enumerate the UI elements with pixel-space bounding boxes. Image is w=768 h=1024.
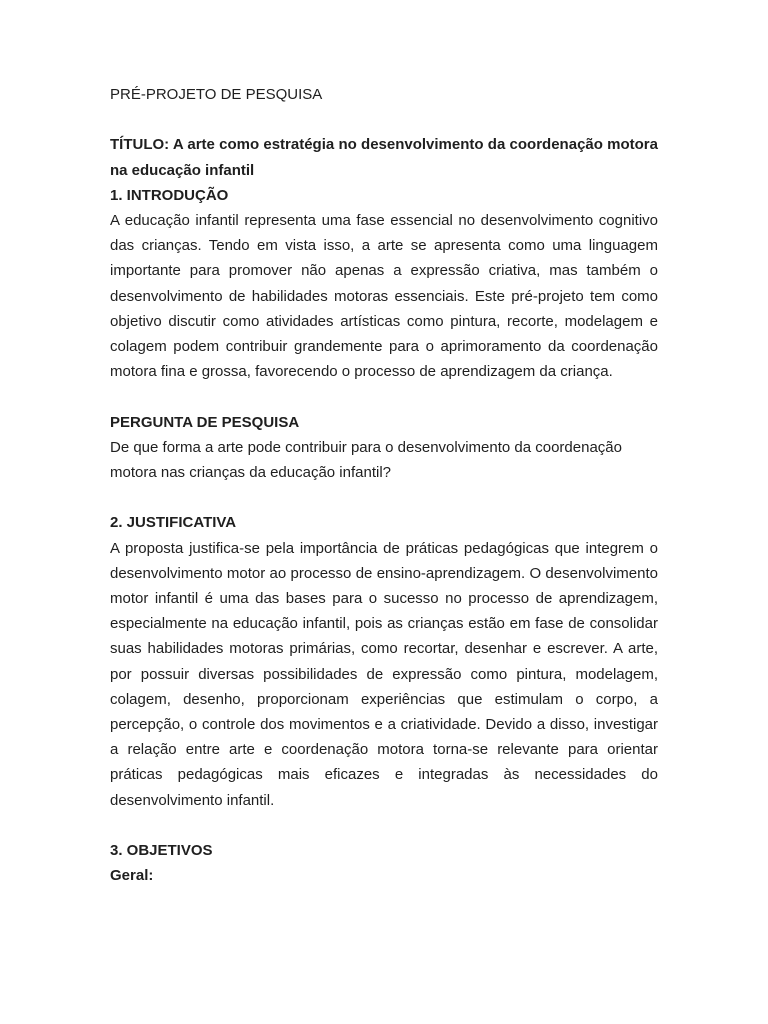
- section-heading-objetivos: 3. OBJETIVOS: [110, 842, 213, 860]
- spacer: [110, 813, 658, 838]
- section-subheading-geral: Geral:: [110, 867, 154, 885]
- section-body-introducao: A educação infantil representa uma fase essencial no desenvolvimento cognitivo das crianças. Tendo em vista isso, a arte se apresenta como uma linguagem importante para promover não apenas a expressão criativa, mas também o desenvolvimento de habilidades motoras essenciais. Este pré-projeto tem como objetivo discutir como atividades artísticas como pintura, recorte, modelagem e colagem podem contribuir grandemente para o aprimoramento da coordenação motora fina e grossa, favorecendo o processo de aprendizagem da criança.: [110, 212, 658, 381]
- section-body-justificativa: A proposta justifica-se pela importância de práticas pedagógicas que integrem o desenvolvimento motor ao processo de ensino-aprendizagem. O desenvolvimento motor infantil é uma das bases para o sucesso no processo de aprendizagem, especialmente na educação infantil, pois as crianças estão em fase de consolidar suas habilidades motoras primárias, como recortar, desenhar e escrever. A arte, por possuir diversas possibilidades de expressão como pintura, modelagem, colagem, desenho, proporcionam experiências que estimulam o corpo, a percepção, o controle dos movimentos e a criatividade. Devido a disso, investigar a relação entre arte e coordenação motora torna-se relevante para orientar práticas pedagógicas mais eficazes e integradas às necessidades do desenvolvimento infantil.: [110, 539, 658, 809]
- document-title: TÍTULO: A arte como estratégia no desenvolvimento da coordenação motora na educação infantil: [110, 136, 658, 179]
- document-content: [110, 82, 658, 888]
- section-heading-pergunta: PERGUNTA DE PESQUISA: [110, 413, 300, 431]
- document-header: PRÉ-PROJETO DE PESQUISA: [110, 86, 323, 103]
- section-heading-justificativa: 2. JUSTIFICATIVA: [110, 514, 237, 532]
- spacer: [110, 485, 658, 510]
- spacer: [110, 384, 658, 409]
- section-body-pergunta: De que forma a arte pode contribuir para o desenvolvimento da coordenação motora nas crianças da educação infantil?: [110, 438, 622, 482]
- spacer: [110, 107, 658, 132]
- section-heading-introducao: 1. INTRODUÇÃO: [110, 186, 229, 204]
